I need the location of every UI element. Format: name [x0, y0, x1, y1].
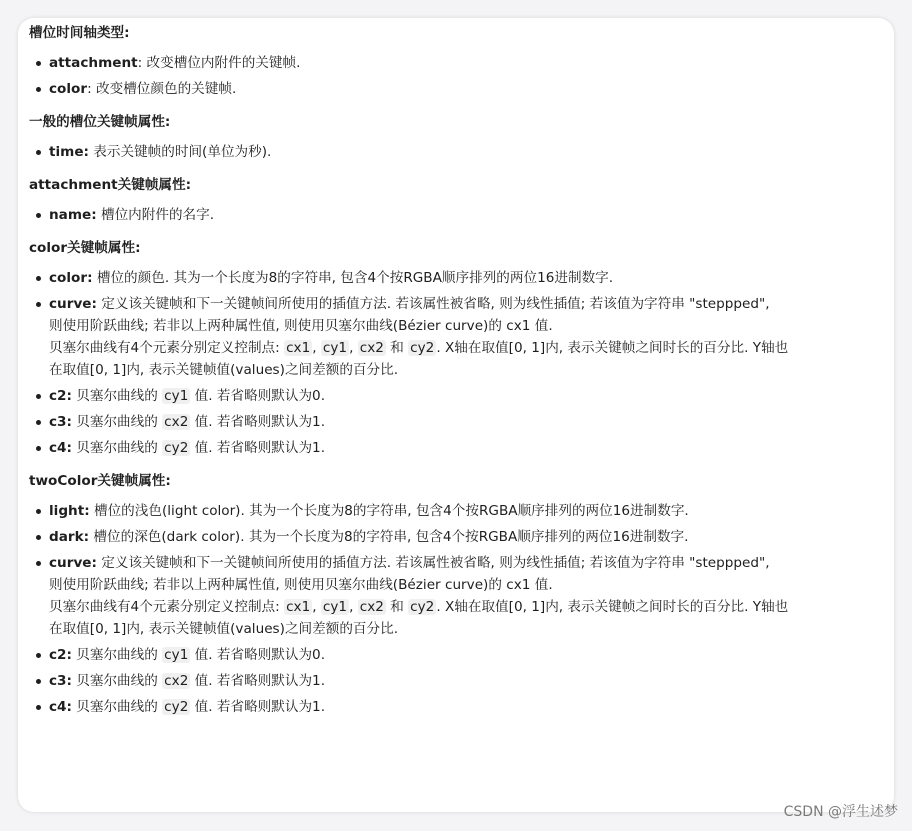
conjunction: 和	[385, 599, 409, 615]
definition: 表示关键帧的时间(单位为秒).	[88, 144, 272, 160]
definition-line: 则使用阶跃曲线; 若非以上两种属性值, 则使用贝塞尔曲线(Bézier curve)的 cx1 值.	[49, 577, 553, 593]
separator: ,	[349, 340, 354, 356]
inline-code: cx2	[359, 599, 384, 615]
inline-code: cx1	[286, 340, 311, 356]
inline-code: cy2	[410, 340, 435, 356]
definition: 槽位的浅色(light color). 其为一个长度为8的字符串, 包含4个按RGBA顺序排列的两位16进制数字.	[89, 503, 689, 519]
term: light:	[49, 503, 90, 519]
definition: 贝塞尔曲线的	[71, 673, 163, 689]
document-card	[18, 18, 894, 812]
term: color:	[49, 270, 93, 286]
list-item	[49, 411, 868, 433]
definition: 值. 若省略则默认为0.	[190, 647, 326, 663]
list-item	[49, 78, 868, 100]
list-item	[49, 385, 868, 407]
definition: : 改变槽位内附件的关键帧.	[137, 55, 301, 71]
term: c2:	[49, 647, 72, 663]
term: attachment	[49, 55, 138, 71]
csdn-watermark: CSDN @浮生述梦	[783, 804, 898, 820]
definition: 贝塞尔曲线的	[71, 388, 163, 404]
definition: 值. 若省略则默认为1.	[190, 440, 326, 456]
list-item	[49, 437, 868, 459]
definition-line: . X轴在取值[0, 1]内, 表示关键帧之间时长的百分比. Y轴也	[436, 340, 789, 356]
list-item	[49, 526, 868, 548]
separator: ,	[349, 599, 354, 615]
list-item	[49, 500, 868, 522]
definition: 定义该关键帧和下一关键帧间所使用的插值方法. 若该属性被省略, 则为线性插值; 若该值为字符串 "steppped",	[96, 296, 770, 312]
definition: 槽位的颜色. 其为一个长度为8的字符串, 包含4个按RGBA顺序排列的两位16进制数字.	[92, 270, 614, 286]
list-item	[49, 204, 868, 226]
list-item	[49, 696, 868, 718]
inline-code: cx1	[286, 599, 311, 615]
section-heading-twocolor-keyframe: twoColor关键帧属性:	[29, 473, 171, 489]
color-keyframe-list	[29, 267, 868, 459]
definition: 槽位内附件的名字.	[96, 207, 215, 223]
list-item	[49, 552, 868, 640]
section-heading-general-keyframe: 一般的槽位关键帧属性:	[29, 114, 171, 130]
definition-line: 则使用阶跃曲线; 若非以上两种属性值, 则使用贝塞尔曲线(Bézier curve)的 cx1 值.	[49, 318, 553, 334]
term: curve:	[49, 555, 97, 571]
inline-code: cy1	[322, 340, 348, 356]
definition-line: 在取值[0, 1]内, 表示关键帧值(values)之间差额的百分比.	[49, 362, 399, 378]
inline-code: cy2	[410, 599, 435, 615]
inline-code: cy1	[164, 647, 189, 663]
definition-line: 贝塞尔曲线有4个元素分别定义控制点:	[49, 340, 285, 356]
inline-code: cx2	[164, 414, 189, 430]
attachment-keyframe-list	[29, 204, 868, 226]
definition-line: 贝塞尔曲线有4个元素分别定义控制点:	[49, 599, 285, 615]
term: c4:	[49, 440, 72, 456]
definition: 值. 若省略则默认为1.	[190, 699, 326, 715]
list-item	[49, 141, 868, 163]
section-heading-attachment-keyframe: attachment关键帧属性:	[29, 177, 192, 193]
section-heading-color-keyframe: color关键帧属性:	[29, 240, 141, 256]
list-item	[49, 644, 868, 666]
definition: 值. 若省略则默认为1.	[190, 673, 326, 689]
general-keyframe-list	[29, 141, 868, 163]
definition: 槽位的深色(dark color). 其为一个长度为8的字符串, 包含4个按RGBA顺序排列的两位16进制数字.	[89, 529, 689, 545]
definition: 值. 若省略则默认为1.	[190, 414, 326, 430]
conjunction: 和	[385, 340, 409, 356]
twocolor-keyframe-list	[29, 500, 868, 718]
definition: 值. 若省略则默认为0.	[190, 388, 326, 404]
inline-code: cy1	[164, 388, 189, 404]
term: dark:	[49, 529, 90, 545]
slot-timeline-types-list	[29, 52, 868, 100]
definition: 贝塞尔曲线的	[71, 440, 163, 456]
term: curve:	[49, 296, 97, 312]
definition: 贝塞尔曲线的	[71, 647, 163, 663]
list-item	[49, 52, 868, 74]
definition: 贝塞尔曲线的	[71, 699, 163, 715]
list-item	[49, 267, 868, 289]
inline-code: cy1	[322, 599, 348, 615]
definition-line: 在取值[0, 1]内, 表示关键帧值(values)之间差额的百分比.	[49, 621, 399, 637]
section-heading-slot-timeline-types: 槽位时间轴类型:	[29, 25, 130, 41]
definition-line: . X轴在取值[0, 1]内, 表示关键帧之间时长的百分比. Y轴也	[436, 599, 789, 615]
term: time:	[49, 144, 89, 160]
term: c4:	[49, 699, 72, 715]
definition: 定义该关键帧和下一关键帧间所使用的插值方法. 若该属性被省略, 则为线性插值; 若该值为字符串 "steppped",	[96, 555, 770, 571]
inline-code: cy2	[164, 699, 189, 715]
term: c2:	[49, 388, 72, 404]
separator: ,	[312, 340, 317, 356]
list-item	[49, 670, 868, 692]
term: c3:	[49, 673, 72, 689]
definition: : 改变槽位颜色的关键帧.	[87, 81, 237, 97]
term: c3:	[49, 414, 72, 430]
inline-code: cx2	[164, 673, 189, 689]
inline-code: cx2	[359, 340, 384, 356]
inline-code: cy2	[164, 440, 189, 456]
separator: ,	[312, 599, 317, 615]
term: color	[49, 81, 88, 97]
definition: 贝塞尔曲线的	[71, 414, 163, 430]
term: name:	[49, 207, 97, 223]
list-item	[49, 293, 868, 381]
